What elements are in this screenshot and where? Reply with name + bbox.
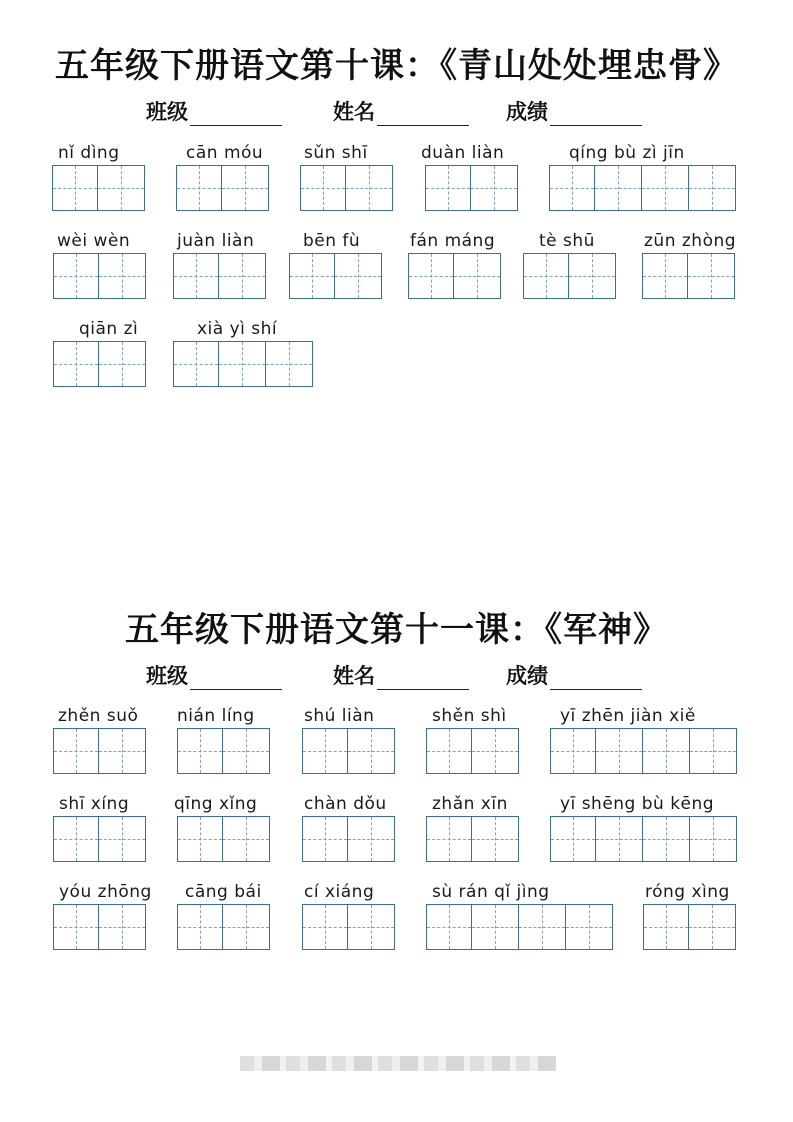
character-writing-box[interactable]: [99, 816, 146, 862]
character-writing-box[interactable]: [689, 165, 736, 211]
tianzige-grid: [177, 816, 270, 862]
name-label: 姓名: [333, 99, 375, 124]
character-writing-box[interactable]: [472, 728, 519, 774]
lesson-10-title: 五年级下册语文第十课：《青山处处埋忠骨》: [55, 46, 738, 86]
character-writing-box[interactable]: [690, 816, 737, 862]
tianzige-grid: [408, 253, 501, 299]
pinyin-label: bēn fù: [303, 231, 361, 251]
tianzige-grid: [176, 165, 269, 211]
character-writing-box[interactable]: [99, 904, 146, 950]
character-writing-box[interactable]: [53, 341, 99, 387]
character-writing-box[interactable]: [566, 904, 613, 950]
character-writing-box[interactable]: [177, 904, 223, 950]
pinyin-label: róng xìng: [645, 882, 730, 902]
tianzige-grid: [53, 816, 146, 862]
character-writing-box[interactable]: [596, 728, 643, 774]
tianzige-grid: [302, 816, 395, 862]
character-writing-box[interactable]: [688, 253, 735, 299]
pinyin-label: zūn zhòng: [644, 231, 737, 251]
character-writing-box[interactable]: [302, 904, 348, 950]
character-writing-box[interactable]: [348, 728, 395, 774]
character-writing-box[interactable]: [99, 253, 146, 299]
character-writing-box[interactable]: [177, 816, 223, 862]
character-writing-box[interactable]: [690, 728, 737, 774]
tianzige-grid: [173, 253, 266, 299]
character-writing-box[interactable]: [348, 816, 395, 862]
pinyin-label: shī xíng: [59, 794, 130, 814]
character-writing-box[interactable]: [426, 728, 472, 774]
tianzige-grid: [426, 816, 519, 862]
pinyin-label: qíng bù zì jīn: [569, 143, 685, 163]
character-writing-box[interactable]: [173, 341, 219, 387]
tianzige-grid: [550, 728, 737, 774]
pinyin-label: qiān zì: [79, 319, 139, 339]
tianzige-grid: [53, 341, 146, 387]
name-label: 姓名: [333, 663, 375, 688]
character-writing-box[interactable]: [223, 816, 270, 862]
character-writing-box[interactable]: [523, 253, 569, 299]
character-writing-box[interactable]: [177, 728, 223, 774]
pinyin-label: nián líng: [177, 706, 255, 726]
character-writing-box[interactable]: [550, 816, 596, 862]
character-writing-box[interactable]: [643, 904, 689, 950]
character-writing-box[interactable]: [519, 904, 566, 950]
pinyin-label: tè shū: [539, 231, 595, 251]
character-writing-box[interactable]: [52, 165, 98, 211]
tianzige-grid: [177, 904, 270, 950]
pinyin-label: fán máng: [410, 231, 496, 251]
character-writing-box[interactable]: [454, 253, 501, 299]
pinyin-label: duàn liàn: [421, 143, 505, 163]
tianzige-grid: [643, 904, 736, 950]
character-writing-box[interactable]: [219, 253, 266, 299]
pinyin-label: wèi wèn: [57, 231, 131, 251]
pinyin-label: zhěn suǒ: [58, 706, 139, 726]
pinyin-label: zhǎn xīn: [432, 794, 508, 814]
tianzige-grid: [426, 904, 613, 950]
character-writing-box[interactable]: [643, 728, 690, 774]
pinyin-label: shú liàn: [304, 706, 375, 726]
character-writing-box[interactable]: [173, 253, 219, 299]
character-writing-box[interactable]: [642, 165, 689, 211]
class-field[interactable]: [146, 660, 282, 690]
lesson-11-title: 五年级下册语文第十一课：《军神》: [125, 610, 668, 650]
character-writing-box[interactable]: [425, 165, 471, 211]
character-writing-box[interactable]: [98, 165, 145, 211]
student-info-row: [0, 96, 793, 126]
tianzige-grid: [426, 728, 519, 774]
character-writing-box[interactable]: [300, 165, 346, 211]
tianzige-grid: [177, 728, 270, 774]
tianzige-grid: [549, 165, 736, 211]
character-writing-box[interactable]: [596, 816, 643, 862]
tianzige-grid: [550, 816, 737, 862]
pinyin-label: qīng xǐng: [174, 794, 258, 814]
pinyin-label: chàn dǒu: [304, 794, 387, 814]
character-writing-box[interactable]: [53, 253, 99, 299]
blurred-watermark: [240, 1056, 556, 1071]
character-writing-box[interactable]: [426, 816, 472, 862]
class-label: 班级: [146, 99, 188, 124]
tianzige-grid: [173, 341, 313, 387]
name-field[interactable]: [333, 660, 469, 690]
pinyin-label: cān móu: [186, 143, 264, 163]
character-writing-box[interactable]: [302, 728, 348, 774]
pinyin-label: sù rán qǐ jìng: [432, 882, 550, 902]
score-label: 成绩: [506, 99, 548, 124]
pinyin-label: yī shēng bù kēng: [560, 794, 715, 814]
character-writing-box[interactable]: [219, 341, 266, 387]
character-writing-box[interactable]: [472, 816, 519, 862]
class-label: 班级: [146, 663, 188, 688]
character-writing-box[interactable]: [53, 816, 99, 862]
character-writing-box[interactable]: [223, 904, 270, 950]
character-writing-box[interactable]: [289, 253, 335, 299]
character-writing-box[interactable]: [53, 904, 99, 950]
student-info-row: [0, 660, 793, 690]
tianzige-grid: [523, 253, 616, 299]
pinyin-label: juàn liàn: [177, 231, 255, 251]
tianzige-grid: [53, 253, 146, 299]
pinyin-label: cāng bái: [185, 882, 262, 902]
character-writing-box[interactable]: [223, 728, 270, 774]
character-writing-box[interactable]: [472, 904, 519, 950]
score-label: 成绩: [506, 663, 548, 688]
character-writing-box[interactable]: [346, 165, 393, 211]
tianzige-grid: [425, 165, 518, 211]
character-writing-box[interactable]: [348, 904, 395, 950]
pinyin-label: shěn shì: [432, 706, 507, 726]
score-field[interactable]: [506, 660, 642, 690]
character-writing-box[interactable]: [426, 904, 472, 950]
character-writing-box[interactable]: [99, 341, 146, 387]
character-writing-box[interactable]: [595, 165, 642, 211]
pinyin-label: nǐ dìng: [58, 143, 120, 163]
tianzige-grid: [52, 165, 145, 211]
tianzige-grid: [302, 904, 395, 950]
pinyin-label: xià yì shí: [197, 319, 278, 339]
character-writing-box[interactable]: [53, 728, 99, 774]
character-writing-box[interactable]: [266, 341, 313, 387]
character-writing-box[interactable]: [222, 165, 269, 211]
character-writing-box[interactable]: [335, 253, 382, 299]
pinyin-label: yóu zhōng: [59, 882, 152, 902]
pinyin-label: sǔn shī: [304, 143, 368, 163]
class-field[interactable]: [146, 96, 282, 126]
tianzige-grid: [302, 728, 395, 774]
pinyin-label: yī zhēn jiàn xiě: [560, 706, 696, 726]
pinyin-label: cí xiáng: [304, 882, 375, 902]
tianzige-grid: [642, 253, 735, 299]
character-writing-box[interactable]: [643, 816, 690, 862]
name-field[interactable]: [333, 96, 469, 126]
tianzige-grid: [289, 253, 382, 299]
character-writing-box[interactable]: [550, 728, 596, 774]
character-writing-box[interactable]: [99, 728, 146, 774]
character-writing-box[interactable]: [689, 904, 736, 950]
character-writing-box[interactable]: [302, 816, 348, 862]
character-writing-box[interactable]: [408, 253, 454, 299]
character-writing-box[interactable]: [549, 165, 595, 211]
tianzige-grid: [300, 165, 393, 211]
character-writing-box[interactable]: [471, 165, 518, 211]
character-writing-box[interactable]: [176, 165, 222, 211]
tianzige-grid: [53, 728, 146, 774]
tianzige-grid: [53, 904, 146, 950]
character-writing-box[interactable]: [642, 253, 688, 299]
score-field[interactable]: [506, 96, 642, 126]
character-writing-box[interactable]: [569, 253, 616, 299]
